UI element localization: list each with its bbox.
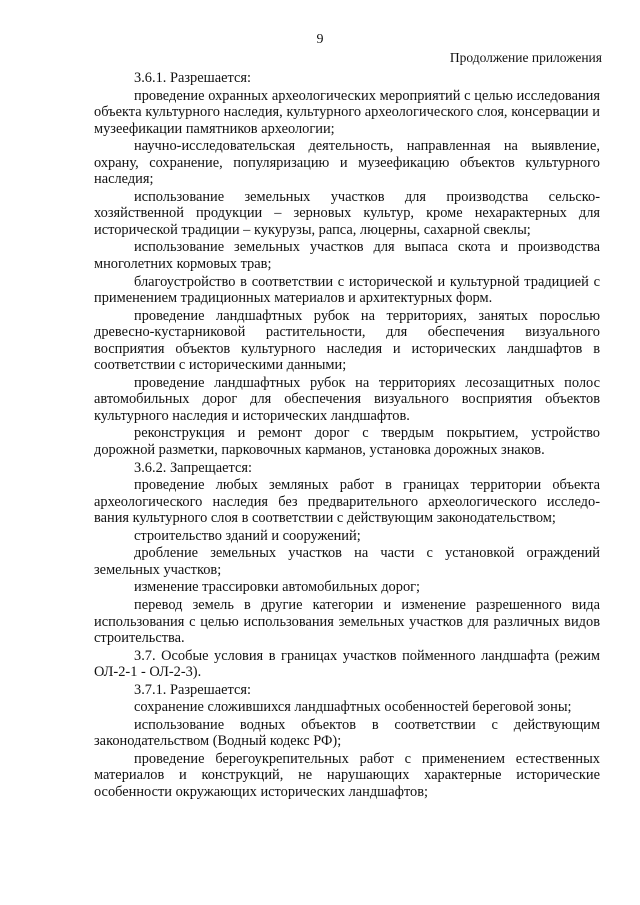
page-number: 9	[316, 32, 324, 47]
paragraph: проведение любых земляных работ в границах территории объекта археологического наследия без предварительного археологического исследо-вания культурного слоя в соответствии с действующим законодательством;	[94, 477, 600, 527]
paragraph: проведение охранных археологических мероприятий с целью исследования объекта культурного наследия, культурного археологического слоя, консервации и музеефикации памятников археологии;	[94, 87, 600, 137]
document-body	[94, 70, 600, 802]
continuation-label: Продолжение приложения	[449, 50, 602, 65]
paragraph: научно-исследовательская деятельность, направленная на выявление, охрану, сохранение, популяризацию и музеефикацию объектов культурного наследия;	[94, 138, 600, 188]
paragraph: проведение ландшафтных рубок на территориях, занятых порослью древесно-кустарниковой растительности, для обеспечения визуального восприятия объектов культурного наследия и исторических ландшафтов в соответствии с историческими данными;	[94, 307, 600, 374]
paragraph: изменение трассировки автомобильных дорог;	[134, 579, 421, 596]
paragraph: 3.7.1. Разрешается:	[134, 681, 251, 698]
paragraph: реконструкция и ремонт дорог с твердым покрытием, устройство дорожной разметки, парковочных карманов, установка дорожных знаков.	[94, 425, 600, 459]
paragraph: проведение ландшафтных рубок на территориях лесозащитных полос автомобильных дорог для обеспечения визуального восприятия объектов культурного наследия и исторических ландшафтов.	[94, 374, 600, 424]
paragraph: сохранение сложившихся ландшафтных особенностей береговой зоны;	[134, 699, 572, 716]
paragraph: использование земельных участков для производства сельско-хозяйственной продукции – зерновых культур, кроме нехарактерных для исторической традиции – кукурузы, рапса, люцерны, сахарной свеклы;	[94, 188, 600, 238]
paragraph: дробление земельных участков на части с установкой ограждений земельных участков;	[94, 545, 600, 578]
paragraph: использование земельных участков для выпаса скота и производства многолетних кормовых трав;	[94, 239, 600, 273]
paragraph: использование водных объектов в соответствии с действующим законодательством (Водный кодекс РФ);	[94, 716, 600, 750]
paragraph: 3.6.2. Запрещается:	[134, 459, 252, 476]
paragraph: 3.6.1. Разрешается:	[134, 70, 251, 86]
paragraph: проведение берегоукрепительных работ с применением естественных материалов и конструкций, не нарушающих характерные исторические особенности окружающих исторических ландшафтов;	[94, 750, 600, 800]
paragraph: 3.7. Особые условия в границах участков пойменного ландшафта (режим ОЛ-2-1 - ОЛ-2-3).	[94, 647, 600, 681]
paragraph: строительство зданий и сооружений;	[134, 527, 361, 544]
paragraph: благоустройство в соответствии с исторической и культурной традицией с применением традиционных материалов и архитектурных форм.	[94, 273, 600, 307]
paragraph: перевод земель в другие категории и изменение разрешенного вида использования с целью использования земельных участков для различных видов строительства.	[94, 596, 600, 647]
